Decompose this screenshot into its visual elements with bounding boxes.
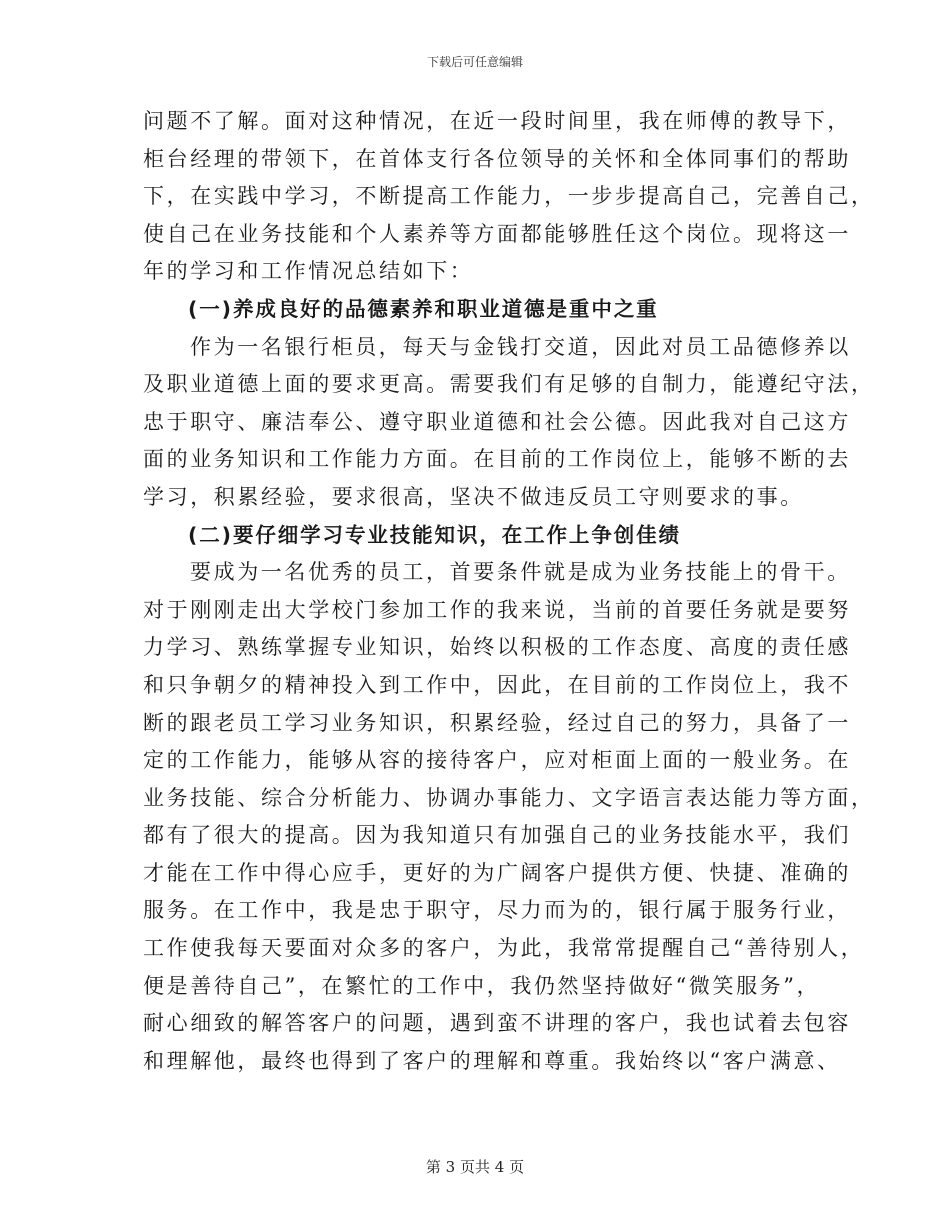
body-line: 才能在工作中得心应手，更好的为广阔客户提供方便、快捷、准确的: [143, 860, 851, 885]
section-heading-1: (一)养成良好的品德素养和职业道德是重中之重: [188, 296, 659, 321]
body-line: 都有了很大的提高。因为我知道只有加强自己的业务技能水平，我们: [143, 823, 851, 848]
body-line: 作为一名银行柜员，每天与金钱打交道，因此对员工品德修养以: [190, 334, 851, 359]
body-line: 忠于职守、廉洁奉公、遵守职业道德和社会公德。因此我对自己这方: [143, 409, 851, 434]
body-line: 定的工作能力，能够从容的接待客户，应对柜面上面的一般业务。在: [143, 748, 851, 773]
body-line: 服务。在工作中，我是忠于职守，尽力而为的，银行属于服务行业，: [143, 898, 851, 923]
body-line: 力学习、熟练掌握专业知识，始终以积极的工作态度、高度的责任感: [143, 635, 851, 660]
body-line: 及职业道德上面的要求更高。需要我们有足够的自制力，能遵纪守法，: [143, 372, 875, 397]
body-line: 和理解他，最终也得到了客户的理解和尊重。我始终以“客户满意、: [143, 1048, 841, 1073]
document-body: [143, 103, 875, 1080]
body-line: 断的跟老员工学习业务知识，积累经验，经过自己的努力，具备了一: [143, 710, 851, 735]
body-line: 下，在实践中学习，不断提高工作能力，一步步提高自己，完善自己，: [143, 184, 875, 209]
body-line: 年的学习和工作情况总结如下：: [143, 259, 474, 284]
body-line: 要成为一名优秀的员工，首要条件就是成为业务技能上的骨干。: [190, 560, 851, 585]
body-line: 耐心细致的解答客户的问题，遇到蛮不讲理的客户，我也试着去包容: [143, 1011, 851, 1036]
body-line: 柜台经理的带领下，在首体支行各位领导的关怀和全体同事们的帮助: [143, 146, 851, 171]
page-header: 下载后可任意编辑: [426, 55, 523, 69]
body-line: 对于刚刚走出大学校门参加工作的我来说，当前的首要任务就是要努: [143, 597, 851, 622]
body-line: 便是善待自己”，在繁忙的工作中，我仍然坚持做好“微笑服务”，: [143, 973, 821, 998]
body-line: 面的业务知识和工作能力方面。在目前的工作岗位上，能够不断的去: [143, 447, 851, 472]
body-line: 业务技能、综合分析能力、协调办事能力、文字语言表达能力等方面，: [143, 785, 875, 810]
body-line: 学习，积累经验，要求很高，坚决不做违反员工守则要求的事。: [143, 484, 804, 509]
section-heading-2: (二)要仔细学习专业技能知识，在工作上争创佳绩: [188, 522, 681, 547]
body-line: 工作使我每天要面对众多的客户，为此，我常常提醒自己“善待别人，: [143, 936, 865, 961]
body-line: 问题不了解。面对这种情况，在近一段时间里，我在师傅的教导下，: [143, 109, 851, 133]
body-line: 使自己在业务技能和个人素养等方面都能够胜任这个岗位。现将这一: [143, 221, 851, 246]
body-line: 和只争朝夕的精神投入到工作中，因此，在目前的工作岗位上，我不: [143, 672, 851, 697]
page-number-footer: 第 3 页共 4 页: [425, 1158, 525, 1176]
